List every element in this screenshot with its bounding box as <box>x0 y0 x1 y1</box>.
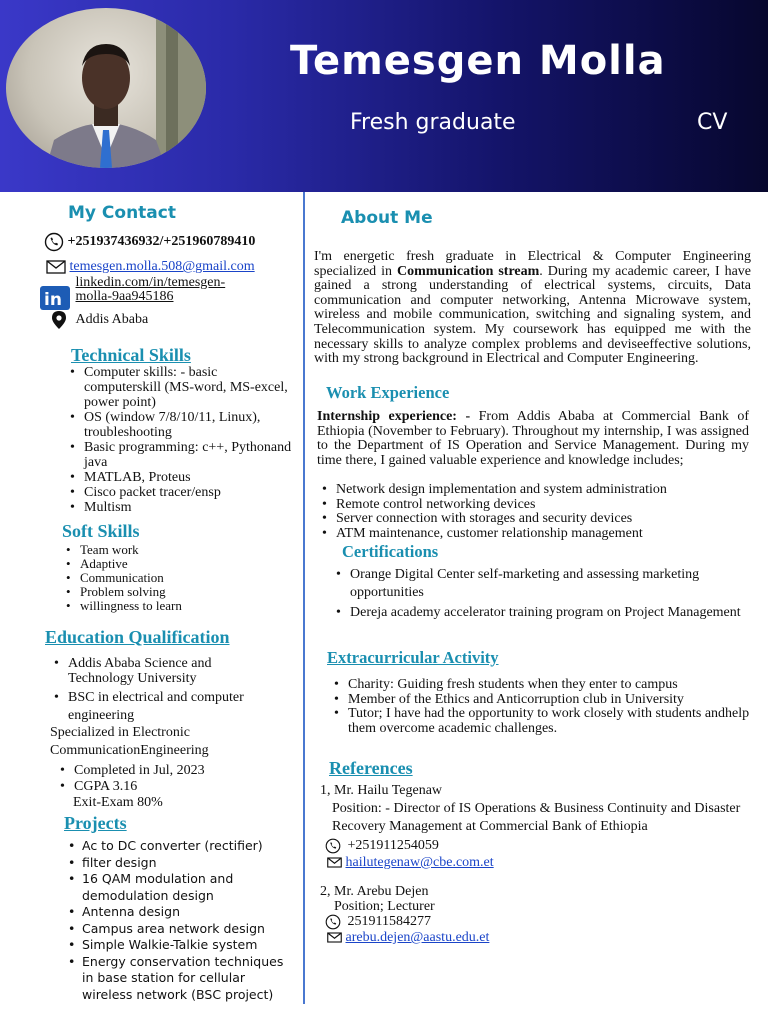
technical-skills-list <box>66 365 292 515</box>
phone-row <box>44 232 255 252</box>
ref1-position: Position: - Director of IS Operations & Business Continuity and Disaster Recovery Management at Commercial Bank of Ethiopia <box>332 801 741 834</box>
mail-icon <box>327 932 342 943</box>
list-item: • Team work <box>62 543 182 557</box>
list-item: • Energy conservation techniques in base station for cellular wireless network (BSC project) <box>64 954 294 1004</box>
list-item: • Charity: Guiding fresh students when they enter to campus <box>330 678 750 693</box>
education-list <box>50 656 280 725</box>
linkedin-url-line2[interactable]: molla-9aa945186 <box>75 289 174 304</box>
list-item: • Antenna design <box>64 904 294 921</box>
ref1-phone-row <box>325 838 439 854</box>
location-pin-icon <box>50 310 68 330</box>
soft-skills-heading: Soft Skills <box>62 521 140 541</box>
list-item: • Member of the Ethics and Anticorruption club in University <box>330 693 750 708</box>
svg-text:in: in <box>44 290 62 310</box>
candidate-name: Temesgen Molla <box>290 38 666 84</box>
technical-skills-heading: Technical Skills <box>71 345 191 365</box>
list-item: • Communication <box>62 571 182 585</box>
list-item: • CGPA 3.16 <box>56 779 276 795</box>
exit-exam: Exit-Exam 80% <box>73 795 163 810</box>
ref2-name: 2, Mr. Arebu Dejen <box>320 884 429 899</box>
cv-header <box>0 0 768 192</box>
list-item: • Server connection with storages and security devices <box>318 512 748 527</box>
list-item: • Addis Ababa Science and Technology University <box>50 656 280 686</box>
references-heading: References <box>329 758 413 778</box>
phone-icon <box>325 914 341 930</box>
work-description: From Addis Ababa at Commercial Bank of Ethiopia (November to February). Throughout my internship, I was assigned to the Department of IS Operation and Service Management. During my time there, I gained valuable experience and knowledge includes; <box>317 409 750 468</box>
list-item: • Remote control networking devices <box>318 498 748 513</box>
certifications-heading: Certifications <box>342 542 439 561</box>
list-item: • Problem solving <box>62 585 182 599</box>
mail-icon <box>327 857 342 868</box>
location-text: Addis Ababa <box>75 312 149 328</box>
ref1-email-row <box>327 855 494 871</box>
list-item: • filter design <box>64 855 294 872</box>
ref2-position: Position; Lecturer <box>334 899 435 914</box>
cv-label: CV <box>697 110 728 135</box>
about-text-part1: I'm energetic fresh graduate in Electrical & Computer Engineering specialized in <box>314 249 751 279</box>
list-item: • ATM maintenance, customer relationship management <box>318 527 748 542</box>
list-item: • Orange Digital Center self-marketing and assessing marketing opportunities <box>332 566 752 602</box>
list-item: • BSC in electrical and computer engineering <box>50 689 280 725</box>
list-item: • Computer skills: - basic computerskill (MS-word, MS-excel, power point) <box>66 365 292 410</box>
specialization-line1: Specialized in Electronic <box>50 725 190 740</box>
email-row <box>46 259 255 275</box>
ref1-phone: +251911254059 <box>347 838 439 854</box>
certifications-list <box>332 566 752 622</box>
contact-heading: My Contact <box>68 203 176 223</box>
work-heading: Work Experience <box>326 383 450 402</box>
list-item: • MATLAB, Proteus <box>66 470 292 485</box>
about-text-bold: Communication stream <box>396 263 540 279</box>
extracurricular-list <box>330 678 750 736</box>
work-text <box>317 410 749 468</box>
specialization-line2: CommunicationEngineering <box>50 743 209 758</box>
list-item: • Simple Walkie-Talkie system <box>64 937 294 954</box>
list-item: • Adaptive <box>62 557 182 571</box>
list-item: • Cisco packet tracer/ensp <box>66 485 292 500</box>
work-list <box>318 483 748 541</box>
education-details <box>56 763 276 795</box>
list-item: • Multism <box>66 500 292 515</box>
ref2-phone: 251911584277 <box>347 914 431 930</box>
linkedin-row <box>40 276 225 310</box>
education-heading: Education Qualification <box>45 627 230 647</box>
column-divider <box>303 192 305 1004</box>
profile-photo <box>6 8 206 168</box>
extracurricular-heading: Extracurricular Activity <box>327 648 499 667</box>
list-item: • Network design implementation and system administration <box>318 483 748 498</box>
phone-icon <box>44 232 64 252</box>
location-row <box>50 310 148 330</box>
mail-icon <box>46 260 66 274</box>
phone-number: +251937436932/+251960789410 <box>67 234 256 250</box>
ref2-phone-row <box>325 914 431 930</box>
email-link[interactable]: temesgen.molla.508@gmail.com <box>69 259 255 274</box>
soft-skills-list <box>62 543 182 613</box>
work-lead: Internship experience: - <box>317 409 471 424</box>
projects-heading: Projects <box>64 813 127 833</box>
education-specialization <box>50 724 209 760</box>
list-item: • Basic programming: c++, Pythonand java <box>66 440 292 470</box>
phone-icon <box>325 838 341 854</box>
ref2-email-row <box>327 930 489 946</box>
list-item: • Completed in Jul, 2023 <box>56 763 276 779</box>
list-item: • Ac to DC converter (rectifier) <box>64 838 294 855</box>
list-item: • Dereja academy accelerator training program on Project Management <box>332 604 752 622</box>
about-text <box>314 250 751 367</box>
ref1-email-link[interactable]: hailutegenaw@cbe.com.et <box>345 855 494 870</box>
candidate-subtitle: Fresh graduate <box>350 110 516 135</box>
about-text-part2: . During my academic career, I have gained a strong understanding of electrical systems, circuits, Data communication and computer networking, Antenna Microwave system, wireless and mobile communication, switching and signaling system, and Telecommunication system. My coursework has equipped me with the necessary skills to analyze complex problems and deviseeffective solutions, with my strong background in Electrical and Computer Engineering. <box>314 263 752 367</box>
projects-list <box>64 838 294 1003</box>
linkedin-url-line1[interactable]: linkedin.com/in/temesgen- <box>75 275 226 290</box>
about-heading: About Me <box>341 208 433 228</box>
linkedin-icon <box>40 286 70 310</box>
ref1-name: 1, Mr. Hailu Tegenaw <box>320 783 443 798</box>
list-item: • willingness to learn <box>62 599 182 613</box>
list-item: • 16 QAM modulation and demodulation design <box>64 871 294 904</box>
ref2-email-link[interactable]: arebu.dejen@aastu.edu.et <box>345 930 490 945</box>
list-item: • Tutor; I have had the opportunity to work closely with students andhelp them overcome academic challenges. <box>330 707 750 736</box>
list-item: • OS (window 7/8/10/11, Linux), troubleshooting <box>66 410 292 440</box>
list-item: • Campus area network design <box>64 921 294 938</box>
